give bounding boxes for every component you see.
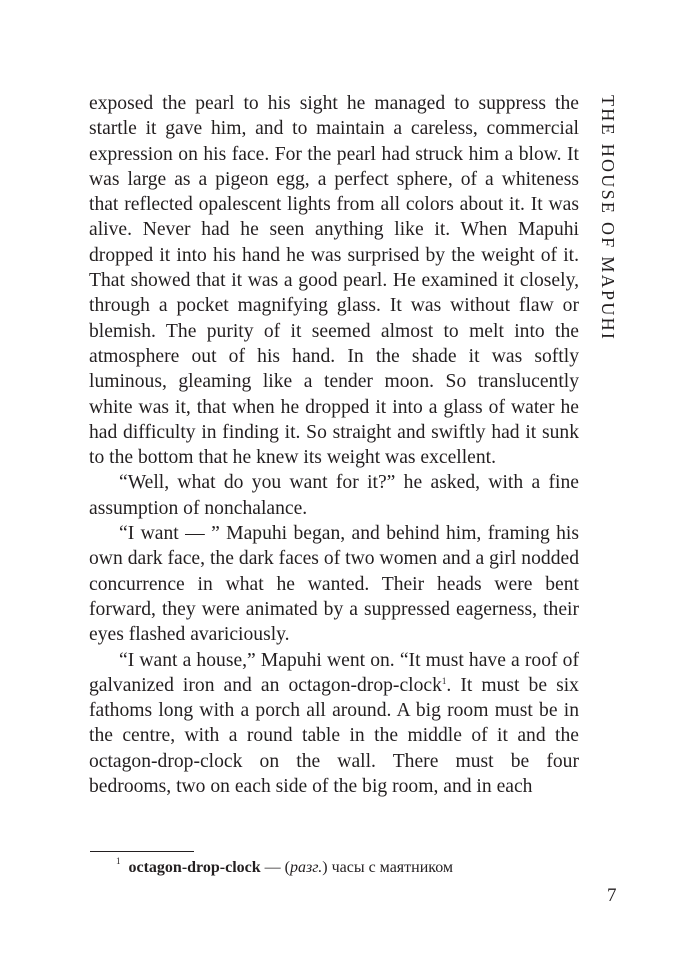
main-text	[89, 91, 579, 799]
footnote	[116, 857, 586, 879]
paragraph-4-start: “I want a house,” Mapuhi went on. “It must have a roof of galvanized iron and an octagon-drop-clock	[89, 649, 579, 696]
paragraph-1: exposed the pearl to his sight he managed to suppress the startle it gave him, and to maintain a careless, commercial expression on his face. For the pearl had struck him a blow. It was large as a pigeon egg, a perfect sphere, of a whiteness that reflected opalescent lights from all colors about it. It was alive. Never had he seen anything like it. When Mapuhi dropped it into his hand he was surprised by the weight of it. That showed that it was a good pearl. He examined it closely, through a pocket magnifying glass. It was without flaw or blemish. The purity of it seemed almost to melt into the atmosphere out of his hand. In the shade it was softly luminous, gleaming like a tender moon. So translucently white was it, that when he dropped it into a glass of water he had difficulty in finding it. So straight and swiftly had it sunk to the bottom that he knew its weight was excellent.	[89, 93, 579, 469]
paragraph-2: “Well, what do you want for it?” he asked, with a fine assumption of nonchalance.	[89, 472, 579, 519]
running-head: THE HOUSE OF MAPUHI	[598, 95, 618, 342]
paragraph-3: “I want — ” Mapuhi began, and behind him, framing his own dark face, the dark faces of two women and a girl nodded concurrence in what he wanted. Their heads were bent forward, they were animated by a suppressed eagerness, their eyes flashed avariciously.	[89, 523, 579, 646]
paragraph-4	[89, 648, 579, 800]
footnote-dash: — (	[260, 859, 290, 876]
page-number: 7	[607, 885, 617, 906]
footnote-divider	[90, 851, 194, 852]
footnote-gloss: ) часы с маятником	[322, 859, 454, 876]
footnote-reference-mark[interactable]: 1	[441, 676, 447, 687]
footnote-term: octagon-drop-clock	[128, 859, 261, 876]
footnote-number: 1	[116, 855, 121, 866]
footnote-usage-note: разг.	[289, 859, 323, 876]
paragraph-4-end: . It must be six fathoms long with a porch all around. A big room must be in the centre, with a round table in the middle of it and the octagon-drop-clock on the wall. There must be four bedrooms, two on each side of the big room, and in each	[89, 674, 579, 798]
